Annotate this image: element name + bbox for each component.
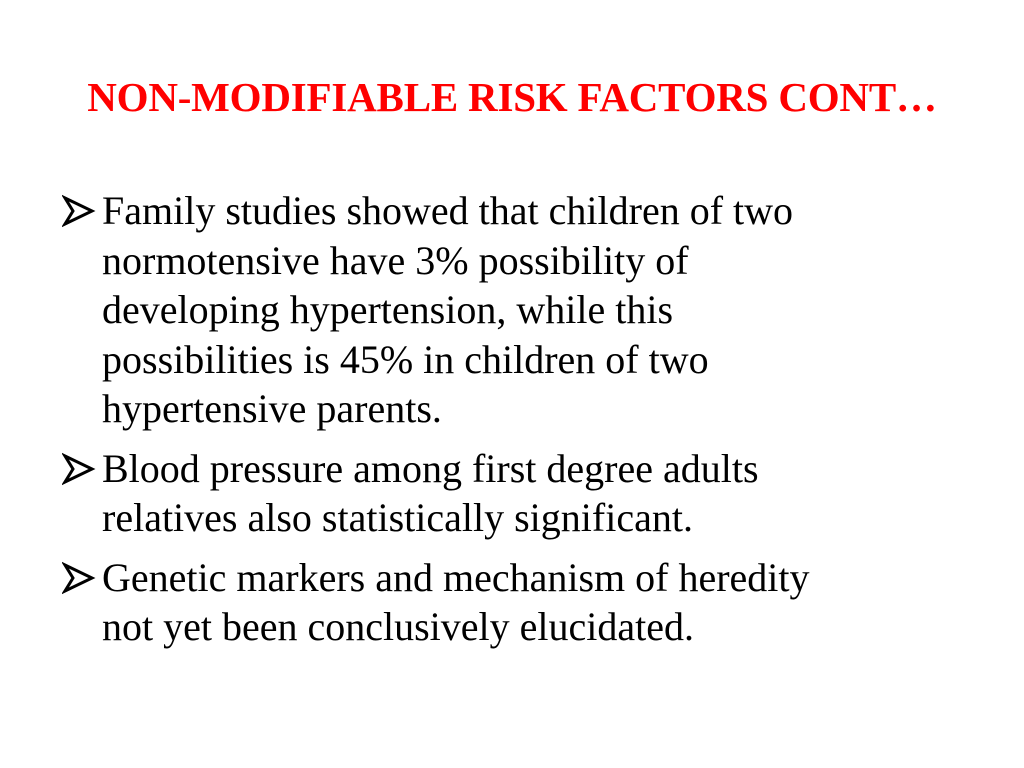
bullet-item xyxy=(62,553,962,652)
bullet-line: Family studies showed that children of two xyxy=(102,188,794,233)
bullet-line: relatives also statistically significant. xyxy=(102,495,693,540)
bullet-item xyxy=(62,444,962,543)
bullet-line: possibilities is 45% in children of two xyxy=(102,336,709,382)
bullet-line: not yet been conclusively elucidated. xyxy=(102,604,695,649)
bullet-line: normotensive have 3% possibility of xyxy=(102,237,689,283)
slide-title: NON-MODIFIABLE RISK FACTORS CONT… xyxy=(87,74,937,120)
bullet-item xyxy=(62,186,962,434)
bullet-line: Genetic markers and mechanism of heredity xyxy=(102,554,810,600)
bullet-line: developing hypertension, while this xyxy=(102,287,674,332)
bullet-list xyxy=(62,186,962,662)
bullet-line: Blood pressure among first degree adults xyxy=(102,445,759,491)
bullet-line: hypertensive parents. xyxy=(102,386,442,431)
arrow-bullet-icon xyxy=(62,561,98,595)
arrow-bullet-icon xyxy=(62,194,98,228)
arrow-bullet-icon xyxy=(62,452,98,486)
